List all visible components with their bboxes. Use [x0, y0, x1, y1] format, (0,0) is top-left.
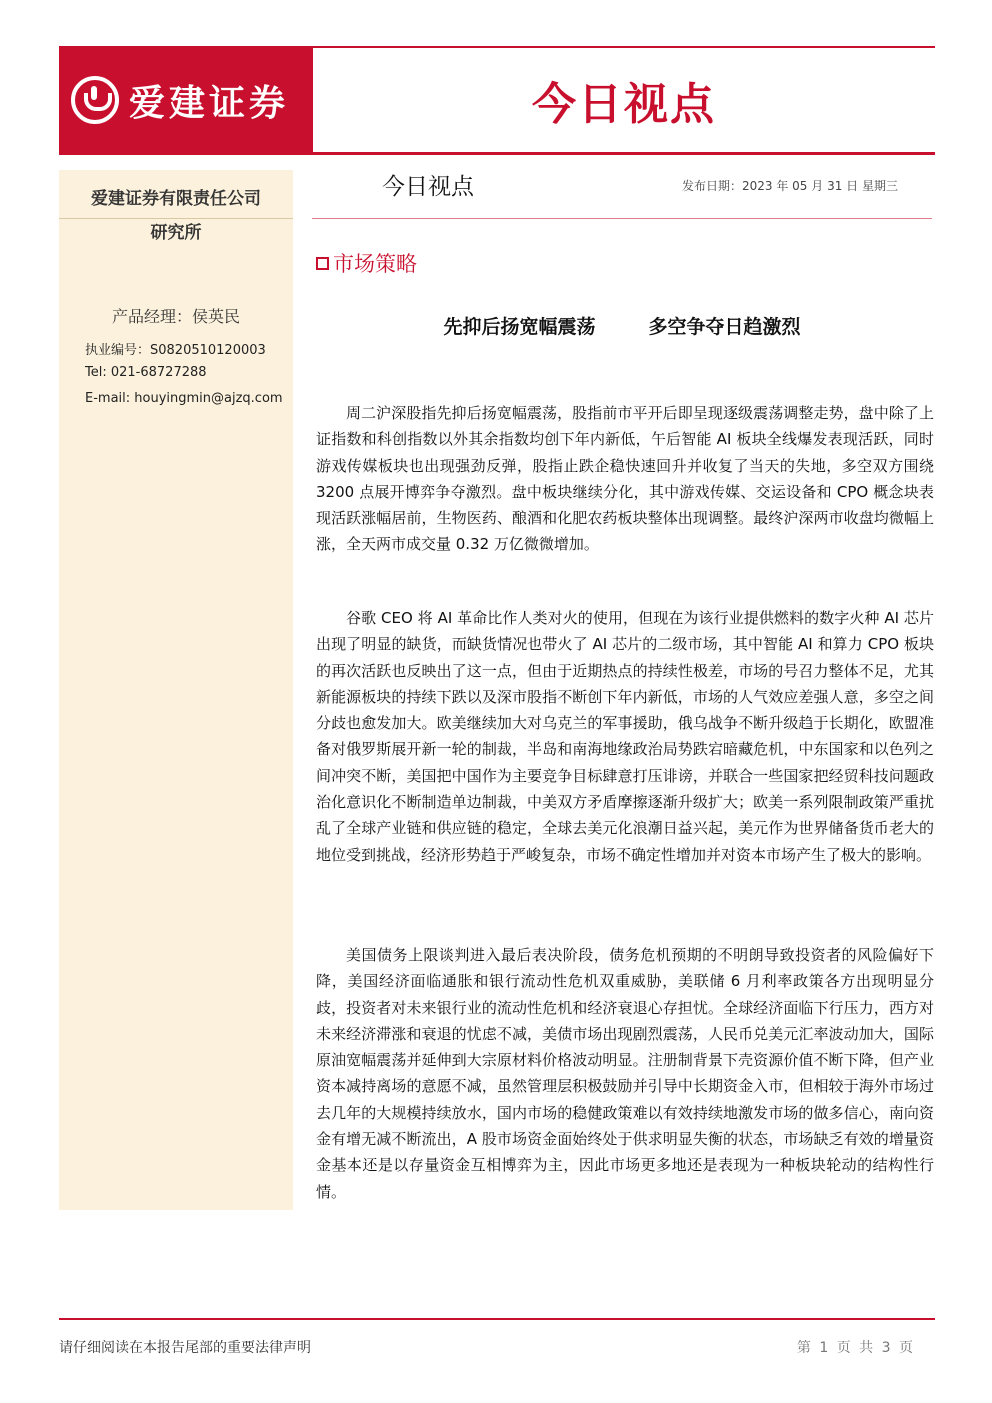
institute-name: 研究所 — [150, 223, 202, 243]
checkbox-square-icon — [316, 257, 329, 270]
report-subtitle: 今日视点 — [382, 174, 474, 200]
contact-email: E-mail: houyingmin@ajzq.com — [85, 391, 283, 406]
brand-logo — [59, 48, 313, 152]
author-sidebar — [59, 170, 293, 1210]
header-bottom-rule — [59, 152, 935, 155]
brand-logo-icon — [71, 76, 119, 124]
contact-tel: Tel: 021-68727288 — [85, 365, 207, 380]
publish-date: 发布日期：2023 年 05 月 31 日 星期三 — [682, 179, 898, 193]
body-paragraph: 谷歌 CEO 将 AI 革命比作人类对火的使用，但现在为该行业提供燃料的数字火种 AI 芯片出现了明显的缺货，而缺货情况也带火了 AI 芯片的二级市场，其中智能 AI 和算力 CPO 板块的再次活跃也反映出了这一点，但由于近期热点的持续性极差，市场的号召力整体不足，尤其新能源板块的持续下跌以及深市股指不断创下年内新低，市场的人气效应差强人意，多空之间分歧也愈发加大。欧美继续加大对乌克兰的军事援助，俄乌战争不断升级趋于长期化，欧盟准备对俄罗斯展开新一轮的制裁，半岛和南海地缘政治局势跌宕暗藏危机，中东国家和以色列之间冲突不断，美国把中国作为主要竞争目标肆意打压诽谤，并联合一些国家把经贸科技问题政治化意识化不断制造单边制裁，中美双方矛盾摩擦逐渐升级扩大；欧美一系列限制政策严重扰乱了全球产业链和供应链的稳定，全球去美元化浪潮日益兴起，美元作为世界储备货币老大的地位受到挑战，经济形势趋于严峻复杂，市场不确定性增加并对资本市场产生了极大的影响。 — [316, 609, 934, 864]
subtitle-rule — [312, 218, 932, 219]
article-title: 先抑后扬宽幅震荡 多空争夺日趋激烈 — [443, 316, 801, 338]
footer-rule — [59, 1318, 935, 1320]
section-heading-label: 市场策略 — [333, 252, 417, 276]
legal-disclaimer-note: 请仔细阅读在本报告尾部的重要法律声明 — [59, 1340, 311, 1356]
company-name: 爱建证券有限责任公司 — [91, 189, 261, 209]
page-number: 第 1 页 共 3 页 — [796, 1340, 915, 1356]
brand-logo-text: 爱建证券 — [129, 81, 290, 124]
section-heading — [316, 248, 417, 278]
license-number: 执业编号：S0820510120003 — [85, 343, 266, 358]
body-paragraph: 周二沪深股指先抑后扬宽幅震荡，股指前市平开后即呈现逐级震荡调整走势，盘中除了上证指数和科创指数以外其余指数均创下年内新低，午后智能 AI 板块全线爆发表现活跃，同时游戏传媒板块也出现强劲反弹，股指止跌企稳快速回升并收复了当天的失地，多空双方围绕 3200 点展开博弈争夺激烈。盘中板块继续分化，其中游戏传媒、交运设备和 CPO 概念块表现活跃涨幅居前，生物医药、酿酒和化肥农药板块整体出现调整。最终沪深两市收盘均微幅上涨，全天两市成交量 0.32 万亿微微增加。 — [316, 404, 934, 554]
product-manager: 产品经理：侯英民 — [111, 307, 240, 326]
report-banner-title: 今日视点 — [532, 79, 716, 130]
body-paragraph: 美国债务上限谈判进入最后表决阶段，债务危机预期的不明朗导致投资者的风险偏好下降，美国经济面临通胀和银行流动性危机双重威胁，美联储 6 月利率政策各方出现明显分歧，投资者对未来银行业的流动性危机和经济衰退心存担忧。全球经济面临下行压力，西方对未来经济滞涨和衰退的忧虑不减，美债市场出现剧烈震荡，人民币兑美元汇率波动加大，国际原油宽幅震荡并延伸到大宗原材料价格波动明显。注册制背景下壳资源价值不断下降，但产业资本减持离场的意愿不减，虽然管理层积极鼓励并引导中长期资金入市，但相较于海外市场过去几年的大规模持续放水，国内市场的稳健政策难以有效持续地激发市场的做多信心，南向资金有增无减不断流出，A 股市场资金面始终处于供求明显失衡的状态，市场缺乏有效的增量资金基本还是以存量资金互相博弈为主，因此市场更多地还是表现为一种板块轮动的结构性行情。 — [316, 946, 934, 1201]
